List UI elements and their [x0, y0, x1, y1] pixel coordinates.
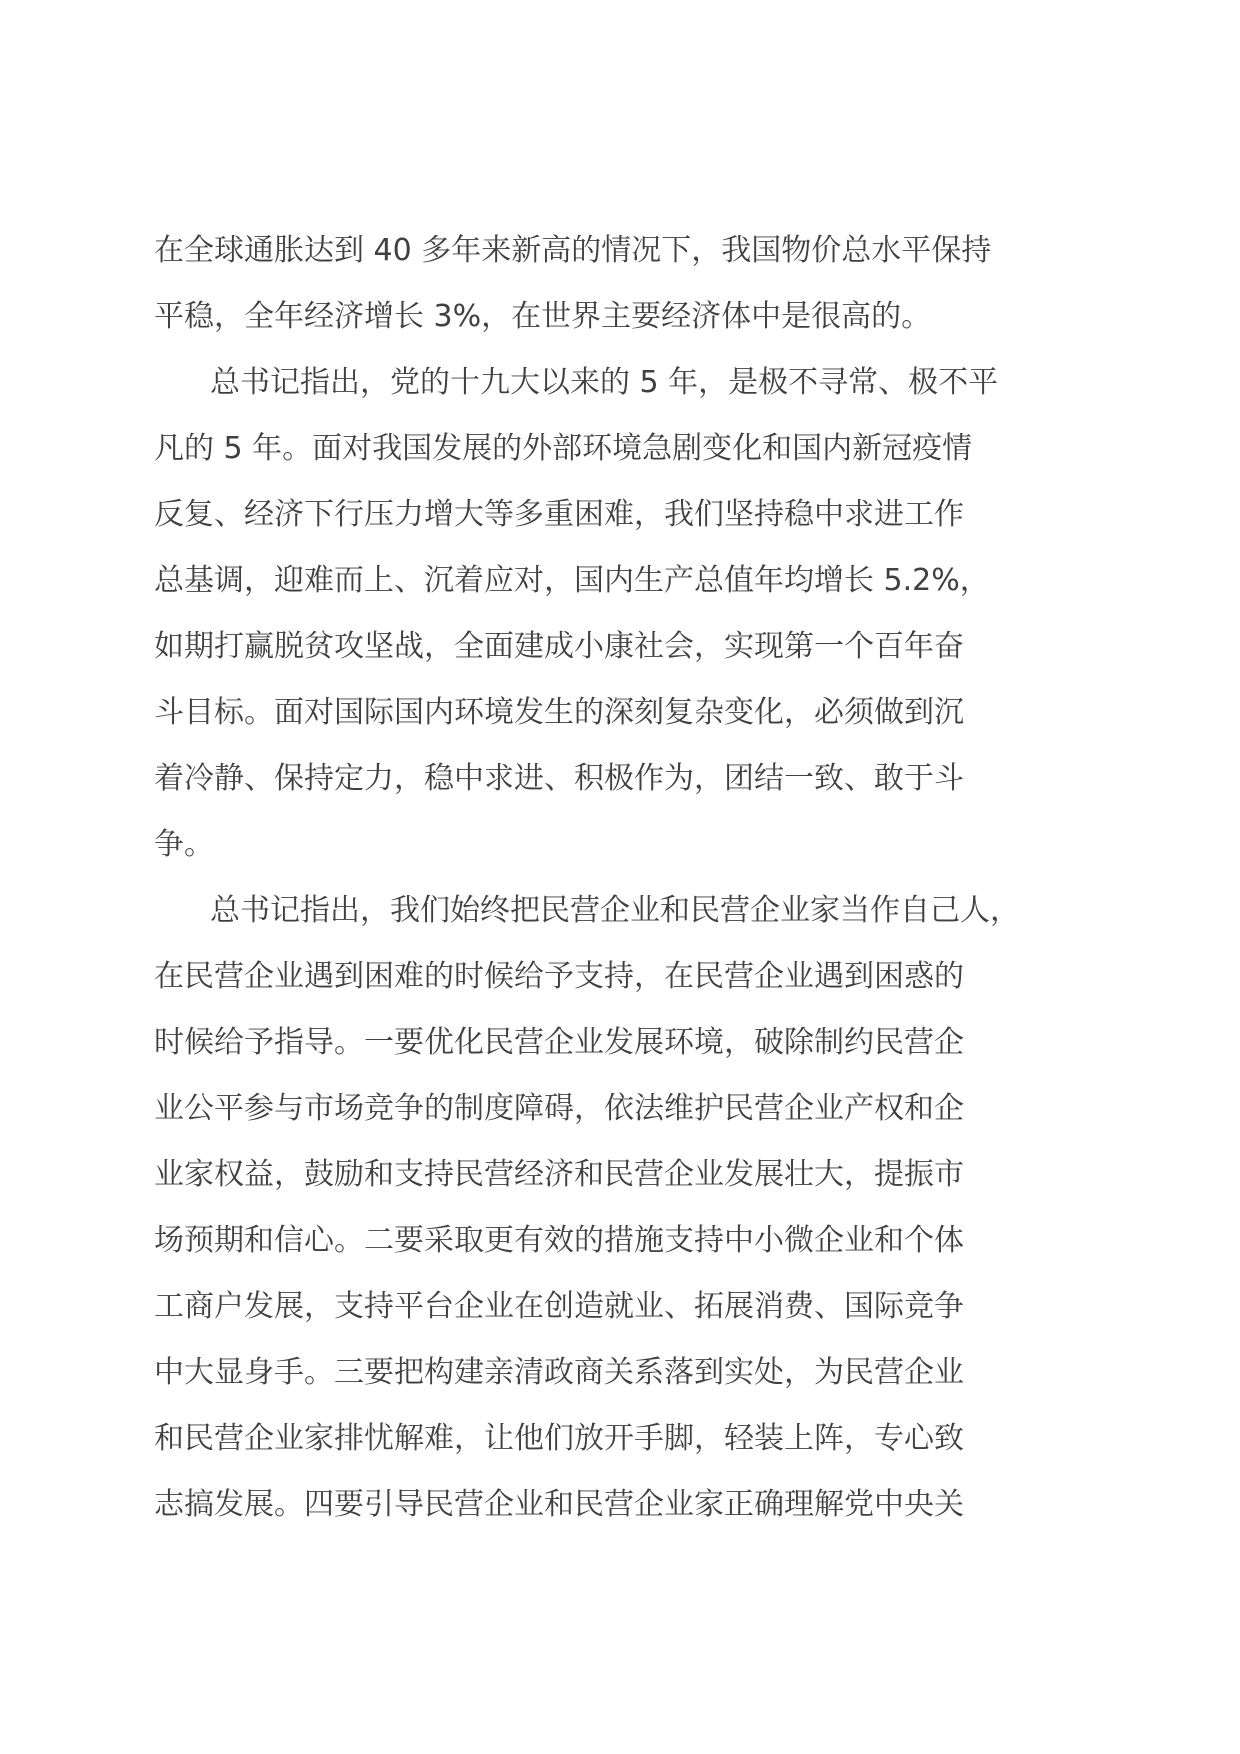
text-line: 反复、经济下行压力增大等多重困难，我们坚持稳中求进工作: [154, 497, 964, 532]
text-line: 平稳，全年经济增长 3%，在世界主要经济体中是很高的。: [154, 299, 932, 334]
text-line: 凡的 5 年。面对我国发展的外部环境急剧变化和国内新冠疫情: [154, 431, 973, 466]
text-line: 总基调，迎难而上、沉着应对，国内生产总值年均增长 5.2%，: [154, 563, 990, 598]
text-line: 斗目标。面对国际国内环境发生的深刻复杂变化，必须做到沉: [154, 695, 964, 730]
text-line: 着冷静、保持定力，稳中求进、积极作为，团结一致、敢于斗: [154, 761, 964, 796]
text-line: 场预期和信心。二要采取更有效的措施支持中小微企业和个体: [154, 1223, 964, 1258]
paragraph-first-line: 总书记指出，党的十九大以来的 5 年，是极不寻常、极不平: [210, 365, 999, 400]
text-line: 中大显身手。三要把构建亲清政商关系落到实处，为民营企业: [154, 1355, 964, 1390]
text-line: 如期打赢脱贫攻坚战，全面建成小康社会，实现第一个百年奋: [154, 629, 964, 664]
text-line: 争。: [154, 827, 214, 862]
text-line: 时候给予指导。一要优化民营企业发展环境，破除制约民营企: [154, 1025, 964, 1060]
text-line: 和民营企业家排忧解难，让他们放开手脚，轻装上阵，专心致: [154, 1421, 964, 1456]
text-line: 志搞发展。四要引导民营企业和民营企业家正确理解党中央关: [154, 1487, 964, 1522]
text-line: 业公平参与市场竞争的制度障碍，依法维护民营企业产权和企: [154, 1091, 964, 1126]
paragraph-first-line: 总书记指出，我们始终把民营企业和民营企业家当作自己人，: [210, 893, 1020, 928]
text-line: 业家权益，鼓励和支持民营经济和民营企业发展壮大，提振市: [154, 1157, 964, 1192]
text-line: 在民营企业遇到困难的时候给予支持，在民营企业遇到困惑的: [154, 959, 964, 994]
text-line: 在全球通胀达到 40 多年来新高的情况下，我国物价总水平保持: [154, 233, 992, 268]
body-text: [154, 218, 1094, 1538]
text-line: 工商户发展，支持平台企业在创造就业、拓展消费、国际竞争: [154, 1289, 964, 1324]
